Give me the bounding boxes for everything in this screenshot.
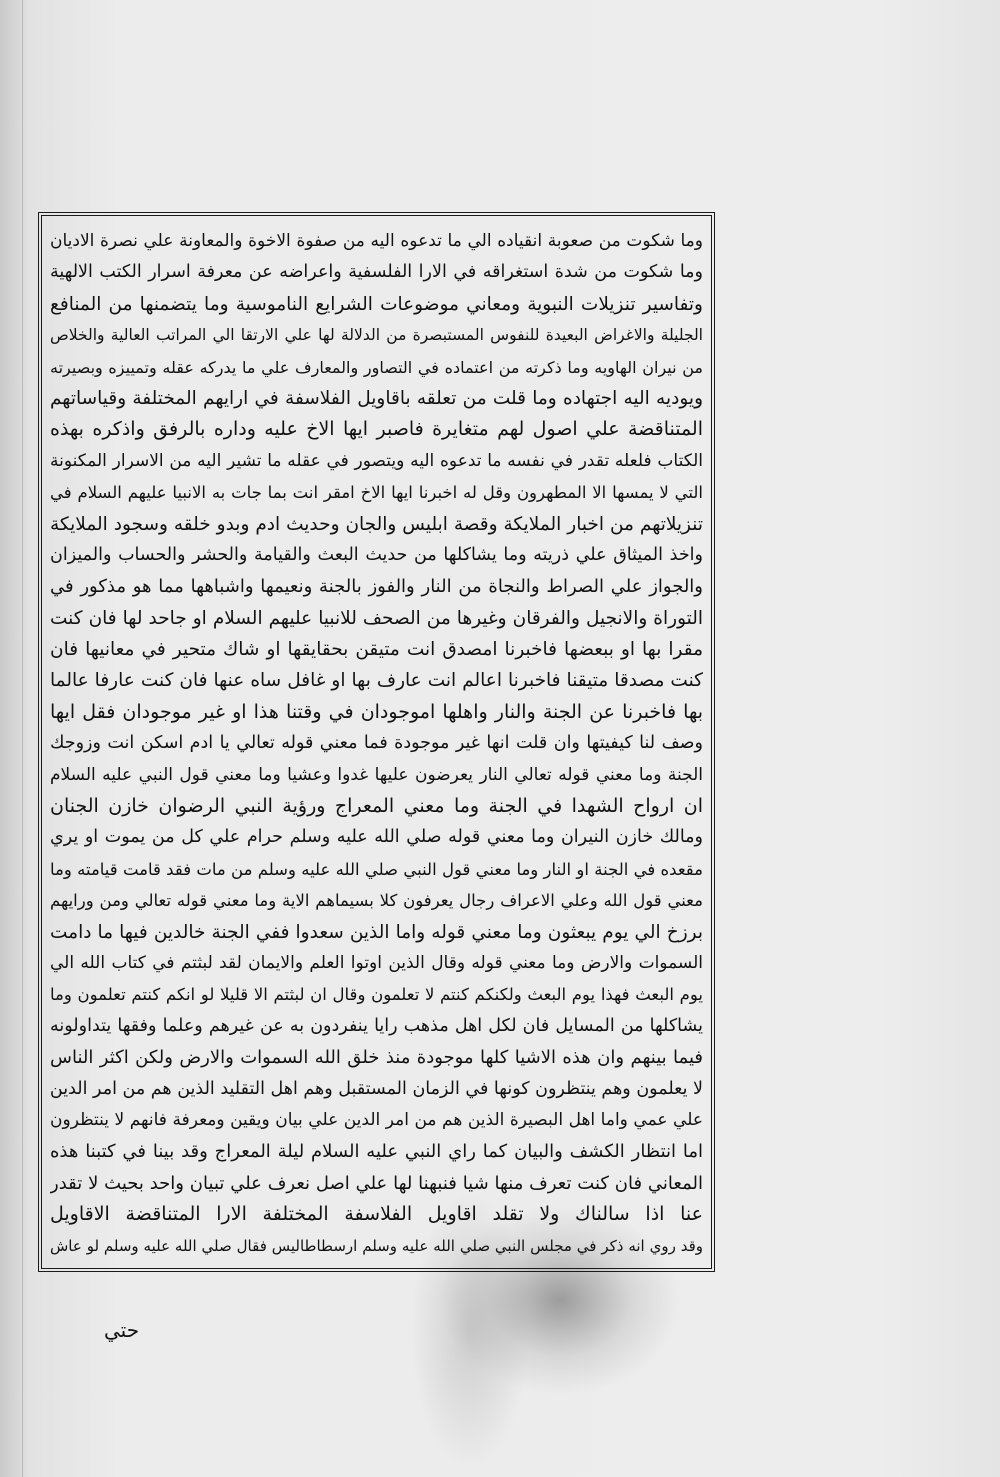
text-line: يشاكلها من المسايل فان لكل اهل مذهب رايا ينفردون به عن غيرهم وعلما وفقها يتداولونه <box>50 1015 703 1036</box>
text-line: بها فاخبرنا عن الجنة والنار واهلها اموجودان في وقتنا هذا او غير موجودان فقل ايها <box>50 700 703 723</box>
text-line: وما شكوت من شدة استغراقه في الارا الفلسفية واعراضه عن معرفة اسرار الكتب الالهية <box>50 262 703 283</box>
text-line: من نيران الهاويه وما ذكرته من اعتماده في التصاور والمعارف علي ما يدركه عقله وتمييزه وبصيرته <box>50 357 703 377</box>
text-line: الجليلة والاغراض البعيدة للنفوس المستبصرة من الدلالة لها علي الارتقا الي المراتب العالية والخلاص <box>50 326 703 345</box>
text-line: لا يعلمون وهم ينتظرون كونها في الزمان المستقبل وهم اهل التقليد الذين هم من امر الدين <box>50 1078 703 1099</box>
text-line: الكتاب فلعله تقدر في نفسه ما تدعوه اليه ويتصور في عقله ما تشير اليه من الاسرار المكنونة <box>50 450 703 471</box>
text-line: المتناقضة علي اصول لهم متغايرة فاصبر ايها الاخ عليه وداره بالرفق واذكره بهذه <box>50 418 703 441</box>
text-line: وتفاسير تنزيلات النبوية ومعاني موضوعات الشرايع الناموسية وما يتضمنها من المنافع <box>50 293 703 315</box>
text-line: عنا اذا سالناك ولا تقلد اقاويل الفلاسفة المختلفة الارا المتناقضة الاقاويل <box>50 1203 703 1226</box>
text-line: كنت مصدقا متيقنا فاخبرنا اعالم انت عارف بها او غافل ساه عنها فان كنت عارفا عالما <box>50 670 703 692</box>
text-line: يوم البعث فهذا يوم البعث ولكنكم كنتم لا تعلمون وقال ان لبثتم الا قليلا لو انكم كنتم تعلمون وما <box>50 985 703 1005</box>
text-line: اما انتظار الكشف والبيان كما راي النبي عليه السلام ليلة المعراج وقد بينا في كتبنا هذه <box>50 1141 703 1163</box>
text-line: مقرا بها او ببعضها فاخبرنا امصدق انت متيقن بحقايقها او شاك متحير في معانيها فان <box>50 639 703 661</box>
text-line: وصف لنا كيفيتها وان قلت انها غير موجودة فما معني قوله تعالي يا ادم اسكن انت وزوجك <box>50 733 703 754</box>
text-line: الجنة وما معني قوله تعالي النار يعرضون عليها غدوا وعشيا وما معني قول النبي عليه السلام <box>50 764 703 785</box>
text-line: ويوديه اليه اجتهاده وما قلت من تعلقه باقاويل الفلاسفة في ارايهم المختلفة وقياساتهم <box>50 387 703 409</box>
text-line: وقد روي انه ذكر في مجلس النبي صلي الله عليه وسلم ارسطاطاليس فقال صلي الله عليه وسلم لو عاش <box>50 1236 703 1255</box>
catchword: حتي <box>104 1318 140 1342</box>
text-line: ومالك خازن النيران وما معني قوله صلي الله عليه وسلم حرام علي كل من يموت او يري <box>50 827 703 848</box>
text-line: مقعده في الجنة او النار وما معني قول النبي صلي الله عليه وسلم من مات فقد قامت قيامته وما <box>50 859 703 879</box>
text-line: وما شكوت من صعوبة انقياده الي ما تدعوه اليه من صفوة الاخوة والمعاونة علي نصرة الاديان <box>50 231 703 251</box>
text-block <box>50 226 703 1262</box>
text-line: واخذ الميثاق علي ذريته وما يشاكلها من حديث البعث والقيامة والحشر والحساب والميزان <box>50 544 703 565</box>
text-line: معني قول الله وعلي الاعراف رجال يعرفون كلا بسيماهم الاية وما معني قوله تعالي ومن ورايهم <box>50 891 703 911</box>
text-line: علي عمي واما اهل البصيرة الذين هم من امر الدين علي بيان ويقين ومعرفة فانهم لا ينتظرون <box>50 1109 703 1130</box>
text-line: ان ارواح الشهدا في الجنة وما معني المعراج ورؤية النبي الرضوان خازن الجنان <box>50 795 703 818</box>
text-line: السموات والارض وما معني قوله وقال الذين اوتوا العلم والايمان لقد لبثتم في كتاب الله الي <box>50 952 703 973</box>
text-line: تنزيلاتهم من اخبار الملايكة وقصة ابليس والجان وحديث ادم وبدو خلقه وسجود الملايكة <box>50 513 703 535</box>
text-line: المعاني فان كنت تعرف منها شيا فنبهنا لها علي اصل نعرف علي تبيان واحد بحيث لا تقدر <box>50 1172 703 1194</box>
text-line: والجواز علي الصراط والنجاة من النار والفوز بالجنة ونعيمها واشباهها مما هو مذكور في <box>50 576 703 598</box>
text-line: برزخ الي يوم يبعثون وما معني قوله واما الذين سعدوا ففي الجنة خالدين فيها ما دامت <box>50 921 703 943</box>
text-frame <box>38 212 715 1272</box>
text-line: فيما بينهم وان هذه الاشيا كلها موجودة منذ خلق الله السموات والارض ولكن اكثر الناس <box>50 1047 703 1069</box>
gutter-shadow <box>22 0 23 1477</box>
text-line: التوراة والانجيل والفرقان وغيرها من الصحف للانبيا عليهم السلام او جاحد لها فان كنت <box>50 607 703 629</box>
text-line: التي لا يمسها الا المطهرون وقل له اخبرنا ايها الاخ امقر انت بما جات به الانبيا عليهم السلام في <box>50 483 703 503</box>
